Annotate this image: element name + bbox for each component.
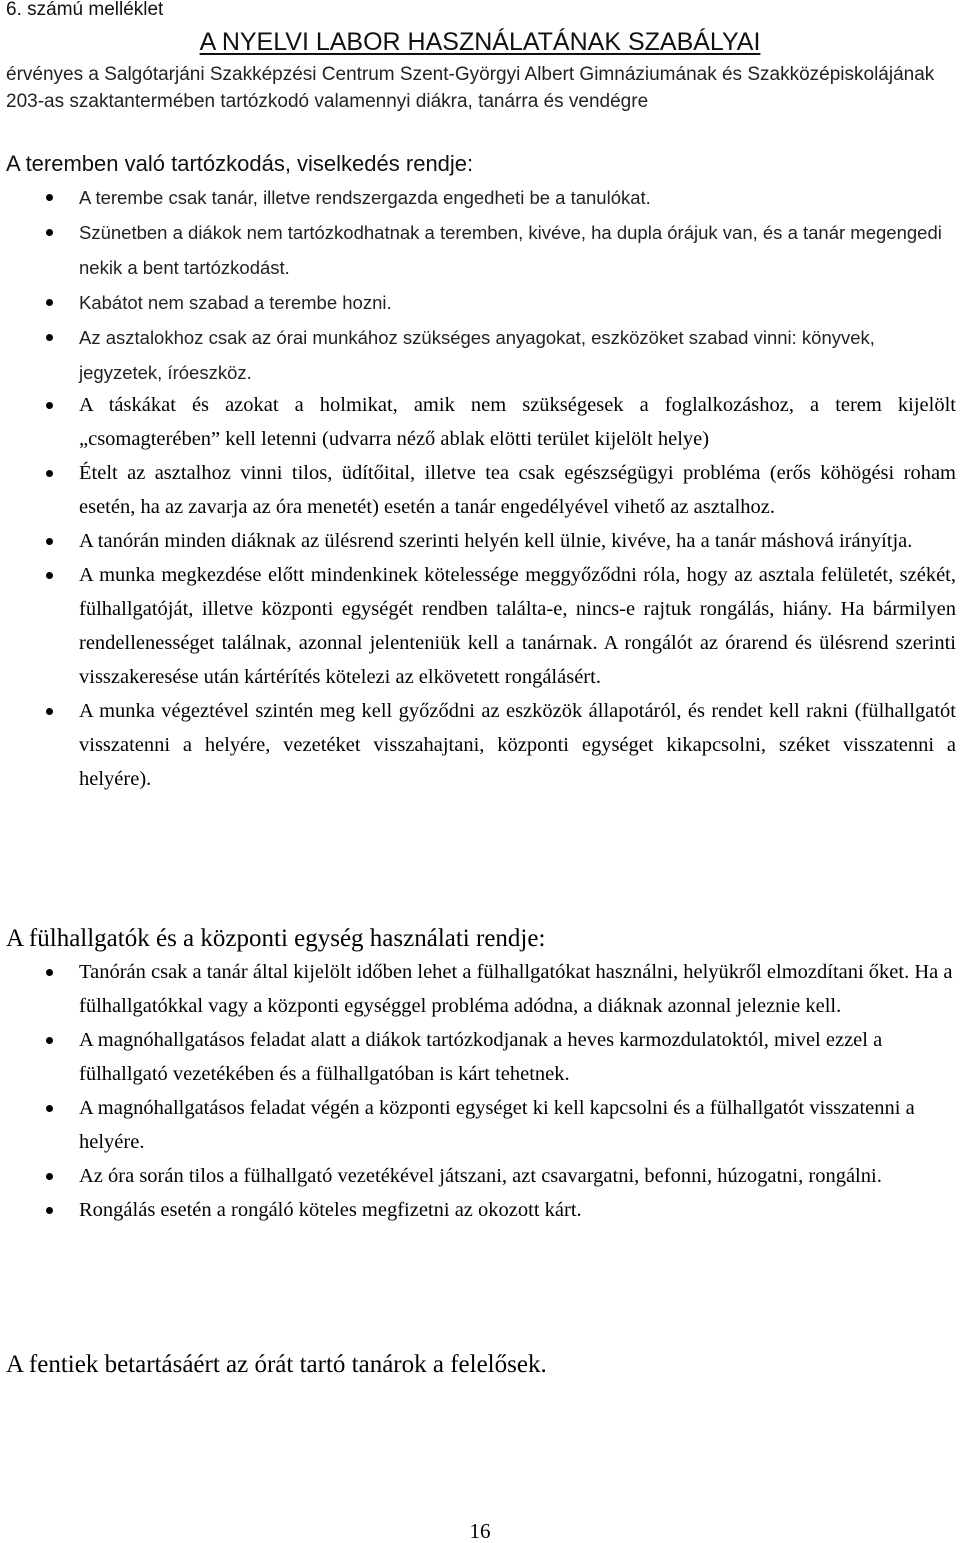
section1-list-serif bbox=[0, 388, 960, 796]
list-item: Az asztalokhoz csak az órai munkához szükséges anyagokat, eszközöket szabad vinni: könyvek, jegyzetek, íróeszköz. bbox=[0, 320, 960, 390]
list-item: A munka végeztével szintén meg kell győződni az eszközök állapotáról, és rendet kell rakni (fülhallgatót visszatenni a helyére, vezetéket visszahajtani, központi egységet kikapcsolni, széket visszatenni a helyére). bbox=[0, 694, 960, 796]
list-item: A táskákat és azokat a holmikat, amik nem szükségesek a foglalkozáshoz, a terem kijelölt „csomagterében” kell letenni (udvarra néző ablak elötti terület kijelölt helye) bbox=[0, 388, 960, 456]
annex-label: 6. számú melléklet bbox=[6, 0, 164, 20]
list-item: Tanórán csak a tanár által kijelölt időben lehet a fülhallgatókat használni, helyükről elmozdítani őket. Ha a fülhallgatókkal vagy a központi egységgel probléma adódna, a diáknak azonnal jeleznie kell. bbox=[0, 955, 960, 1023]
list-item: Kabátot nem szabad a terembe hozni. bbox=[0, 285, 960, 320]
section1-heading: A teremben való tartózkodás, viselkedés rendje: bbox=[6, 151, 474, 176]
list-item: A tanórán minden diáknak az ülésrend szerinti helyén kell ülnie, kivéve, ha a tanár máshová irányítja. bbox=[0, 524, 960, 558]
list-item: A terembe csak tanár, illetve rendszergazda engedheti be a tanulókat. bbox=[0, 180, 960, 215]
section2-list bbox=[0, 955, 960, 1227]
list-item: Az óra során tilos a fülhallgató vezetékével játszani, azt csavargatni, befonni, húzogatni, rongálni. bbox=[0, 1159, 960, 1193]
list-item: A munka megkezdése előtt mindenkinek kötelessége meggyőződni róla, hogy az asztala felületét, székét, fülhallgatóját, illetve központi egységét rendben találta-e, nincs-e rajtuk rongálás, hiány. Ha bármilyen rendellenességet találnak, azonnal jelenteniük kell a tanárnak. A rongálót az órarend és ülésrend szerinti visszakeresése után kártérítés kötelezi az elkövetett rongálásért. bbox=[0, 558, 960, 694]
list-item: Szünetben a diákok nem tartózkodhatnak a teremben, kivéve, ha dupla órájuk van, és a tanár megengedi nekik a bent tartózkodást. bbox=[0, 215, 960, 285]
list-item: A magnóhallgatásos feladat végén a központi egységet ki kell kapcsolni és a fülhallgatót visszatenni a helyére. bbox=[0, 1091, 960, 1159]
responsibility-statement: A fentiek betartásáért az órát tartó tanárok a felelősek. bbox=[6, 1351, 547, 1378]
page-title: A NYELVI LABOR HASZNÁLATÁNAK SZABÁLYAI bbox=[199, 28, 761, 56]
intro-paragraph: érvényes a Salgótarjáni Szakképzési Centrum Szent-Györgyi Albert Gimnáziumának és Szakközépiskolájának 203-as szaktantermében tartózkodó valamennyi diákra, tanárra és vendégre bbox=[6, 64, 935, 112]
section2-heading: A fülhallgatók és a központi egység használati rendje: bbox=[6, 925, 546, 952]
list-item: Rongálás esetén a rongáló köteles megfizetni az okozott kárt. bbox=[0, 1193, 960, 1227]
section1-list-sans bbox=[0, 180, 960, 390]
list-item: A magnóhallgatásos feladat alatt a diákok tartózkodjanak a heves karmozdulatoktól, mivel ezzel a fülhallgató vezetékében és a fülhallgatóban is kárt tehetnek. bbox=[0, 1023, 960, 1091]
list-item: Ételt az asztalhoz vinni tilos, üdítőital, illetve tea csak egészségügyi probléma (erős köhögési roham esetén, ha az zavarja az óra menetét) esetén a tanár engedélyével vihető az asztalhoz. bbox=[0, 456, 960, 524]
page-number: 16 bbox=[469, 1519, 491, 1543]
